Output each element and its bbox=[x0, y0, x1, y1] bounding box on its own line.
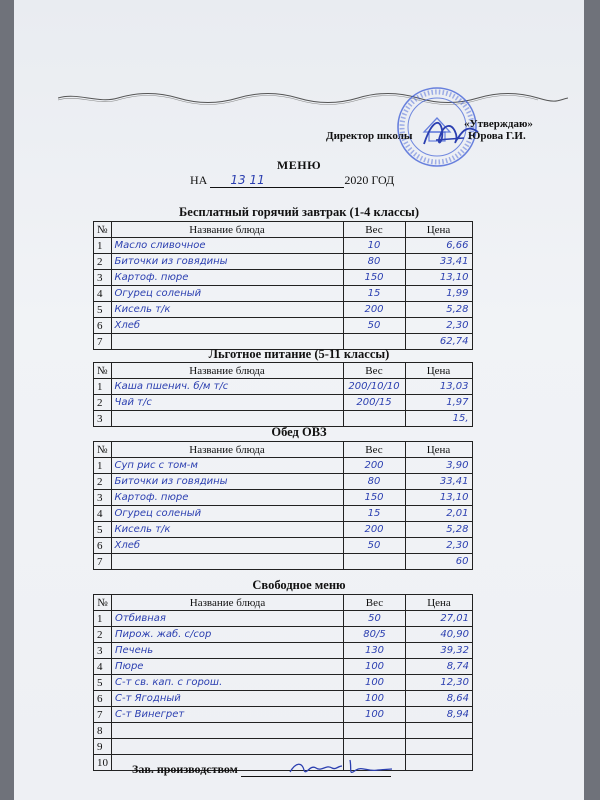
director-name: Юрова Г.И. bbox=[468, 130, 526, 142]
row-number: 3 bbox=[94, 270, 112, 286]
date-suffix: 2020 ГОД bbox=[344, 173, 395, 187]
table-row bbox=[94, 458, 473, 474]
dish-name: Хлеб bbox=[111, 318, 343, 334]
row-number: 6 bbox=[94, 318, 112, 334]
dish-price: 39,32 bbox=[406, 643, 473, 659]
dish-price: 3,90 bbox=[405, 458, 472, 474]
dish-name: С-т Винегрет bbox=[112, 707, 344, 723]
dish-name: Печень bbox=[112, 643, 344, 659]
dish-price: 13,10 bbox=[405, 490, 472, 506]
dish-price: 5,28 bbox=[405, 522, 472, 538]
col-header-name: Название блюда bbox=[111, 363, 343, 379]
row-number: 2 bbox=[94, 254, 112, 270]
dish-weight: 100 bbox=[344, 675, 406, 691]
row-number: 2 bbox=[94, 395, 112, 411]
row-number: 1 bbox=[94, 379, 112, 395]
menu-date bbox=[190, 173, 394, 188]
dish-weight: 150 bbox=[343, 490, 405, 506]
table-row bbox=[94, 395, 473, 411]
dish-weight: 80/5 bbox=[344, 627, 406, 643]
dish-weight: 200 bbox=[343, 458, 405, 474]
row-number: 7 bbox=[94, 554, 112, 570]
row-number: 8 bbox=[94, 723, 112, 739]
table-row bbox=[94, 627, 473, 643]
decorative-divider bbox=[58, 90, 568, 106]
row-number: 2 bbox=[94, 474, 112, 490]
dish-price: 2,30 bbox=[405, 538, 472, 554]
row-number: 9 bbox=[94, 739, 112, 755]
dish-name: Пирож. жаб. с/сор bbox=[112, 627, 344, 643]
menu-sheet bbox=[14, 0, 584, 800]
dish-price bbox=[406, 723, 473, 739]
dish-weight: 100 bbox=[344, 659, 406, 675]
dish-name: Биточки из говядины bbox=[111, 254, 343, 270]
dish-name: Суп рис с том-м bbox=[111, 458, 343, 474]
dish-name bbox=[112, 739, 344, 755]
dish-price: 1,99 bbox=[405, 286, 472, 302]
section-title-free: Свободное меню bbox=[252, 578, 346, 592]
dish-weight: 100 bbox=[344, 707, 406, 723]
dish-weight: 80 bbox=[343, 474, 405, 490]
dish-name bbox=[112, 723, 344, 739]
dish-price: 33,41 bbox=[405, 474, 472, 490]
dish-name: Биточки из говядины bbox=[111, 474, 343, 490]
row-number: 2 bbox=[94, 627, 112, 643]
table-row bbox=[94, 238, 473, 254]
dish-price bbox=[406, 755, 473, 771]
director-line bbox=[326, 130, 526, 142]
table-row bbox=[94, 675, 473, 691]
row-number: 4 bbox=[94, 506, 112, 522]
dish-name: С-т Ягодный bbox=[112, 691, 344, 707]
row-number: 10 bbox=[94, 755, 112, 771]
table-row bbox=[94, 707, 473, 723]
dish-price: 5,28 bbox=[405, 302, 472, 318]
dish-name: С-т св. кап. с горош. bbox=[112, 675, 344, 691]
dish-name: Огурец соленый bbox=[111, 286, 343, 302]
date-prefix: НА bbox=[190, 173, 208, 187]
col-header-weight: Вес bbox=[344, 595, 406, 611]
dish-name: Картоф. пюре bbox=[111, 490, 343, 506]
table-row bbox=[94, 302, 473, 318]
col-header-name: Название блюда bbox=[111, 222, 343, 238]
table-row bbox=[94, 723, 473, 739]
section-title-ovz: Обед ОВЗ bbox=[271, 425, 327, 439]
row-number: 3 bbox=[94, 411, 112, 427]
free-menu-table bbox=[93, 594, 473, 771]
col-header-name: Название блюда bbox=[111, 442, 343, 458]
col-header-num: № bbox=[94, 442, 112, 458]
col-header-price: Цена bbox=[405, 363, 472, 379]
dish-price: 13,10 bbox=[405, 270, 472, 286]
table-row bbox=[94, 286, 473, 302]
col-header-weight: Вес bbox=[343, 363, 405, 379]
col-header-weight: Вес bbox=[343, 222, 405, 238]
dish-name: Каша пшенич. б/м т/с bbox=[111, 379, 343, 395]
ovz-table bbox=[93, 441, 473, 570]
dish-price: 8,64 bbox=[406, 691, 473, 707]
dish-price: 12,30 bbox=[406, 675, 473, 691]
dish-price: 33,41 bbox=[405, 254, 472, 270]
dish-name: Хлеб bbox=[111, 538, 343, 554]
dish-weight: 50 bbox=[344, 611, 406, 627]
table-row bbox=[94, 611, 473, 627]
row-number: 6 bbox=[94, 691, 112, 707]
dish-name: Картоф. пюре bbox=[111, 270, 343, 286]
dish-name: Отбивная bbox=[112, 611, 344, 627]
table-row bbox=[94, 538, 473, 554]
col-header-price: Цена bbox=[405, 442, 472, 458]
dish-name: Пюре bbox=[112, 659, 344, 675]
col-header-weight: Вес bbox=[343, 442, 405, 458]
row-number: 5 bbox=[94, 675, 112, 691]
page-title: МЕНЮ bbox=[276, 158, 322, 172]
dish-weight: 200/15 bbox=[343, 395, 405, 411]
row-number: 5 bbox=[94, 302, 112, 318]
dish-price: 13,03 bbox=[405, 379, 472, 395]
dish-name: Огурец соленый bbox=[111, 506, 343, 522]
table-row bbox=[94, 270, 473, 286]
table-row bbox=[94, 691, 473, 707]
row-number: 6 bbox=[94, 538, 112, 554]
col-header-price: Цена bbox=[406, 595, 473, 611]
table-row bbox=[94, 490, 473, 506]
row-number: 3 bbox=[94, 490, 112, 506]
breakfast-table bbox=[93, 221, 473, 350]
col-header-num: № bbox=[94, 363, 112, 379]
dish-price: 1,97 bbox=[405, 395, 472, 411]
table-row bbox=[94, 522, 473, 538]
row-number: 7 bbox=[94, 334, 112, 350]
row-number: 5 bbox=[94, 522, 112, 538]
dish-price: 27,01 bbox=[406, 611, 473, 627]
dish-weight bbox=[343, 554, 405, 570]
dish-name: Кисель т/к bbox=[111, 522, 343, 538]
dish-weight: 100 bbox=[344, 691, 406, 707]
director-label: Директор школы bbox=[326, 130, 413, 142]
dish-weight: 10 bbox=[343, 238, 405, 254]
dish-weight: 200 bbox=[343, 522, 405, 538]
dish-name: Масло сливочное bbox=[111, 238, 343, 254]
table-row bbox=[94, 474, 473, 490]
date-value: 13 11 bbox=[210, 173, 344, 188]
benefit-table bbox=[93, 362, 473, 427]
dish-weight: 150 bbox=[343, 270, 405, 286]
table-row bbox=[94, 659, 473, 675]
dish-weight: 80 bbox=[343, 254, 405, 270]
dish-price: 2,01 bbox=[405, 506, 472, 522]
dish-weight: 50 bbox=[343, 538, 405, 554]
section-title-breakfast: Бесплатный горячий завтрак (1-4 классы) bbox=[179, 205, 419, 219]
table-row bbox=[94, 318, 473, 334]
row-number: 1 bbox=[94, 611, 112, 627]
dish-price: 15, bbox=[405, 411, 472, 427]
dish-name: Чай т/с bbox=[111, 395, 343, 411]
dish-weight: 15 bbox=[343, 506, 405, 522]
dish-price: 62,74 bbox=[405, 334, 472, 350]
row-number: 4 bbox=[94, 659, 112, 675]
table-row bbox=[94, 379, 473, 395]
col-header-price: Цена bbox=[405, 222, 472, 238]
row-number: 7 bbox=[94, 707, 112, 723]
dish-weight: 200/10/10 bbox=[343, 379, 405, 395]
dish-weight bbox=[344, 723, 406, 739]
table-row bbox=[94, 554, 473, 570]
col-header-num: № bbox=[94, 222, 112, 238]
approval-label: «Утверждаю» bbox=[464, 118, 533, 130]
dish-weight: 130 bbox=[344, 643, 406, 659]
col-header-name: Название блюда bbox=[112, 595, 344, 611]
row-number: 3 bbox=[94, 643, 112, 659]
dish-price: 6,66 bbox=[405, 238, 472, 254]
footer-label: Зав. производством bbox=[132, 762, 238, 776]
row-number: 1 bbox=[94, 458, 112, 474]
dish-price: 40,90 bbox=[406, 627, 473, 643]
col-header-num: № bbox=[94, 595, 112, 611]
manager-signature bbox=[286, 756, 396, 778]
row-number: 4 bbox=[94, 286, 112, 302]
dish-weight bbox=[344, 739, 406, 755]
section-title-benefit: Льготное питание (5-11 классы) bbox=[208, 347, 390, 361]
dish-price: 60 bbox=[405, 554, 472, 570]
table-row bbox=[94, 254, 473, 270]
dish-price: 8,74 bbox=[406, 659, 473, 675]
dish-weight: 50 bbox=[343, 318, 405, 334]
table-row bbox=[94, 643, 473, 659]
dish-name: Кисель т/к bbox=[111, 302, 343, 318]
dish-price: 2,30 bbox=[405, 318, 472, 334]
dish-price bbox=[406, 739, 473, 755]
table-row bbox=[94, 506, 473, 522]
table-row bbox=[94, 739, 473, 755]
dish-name bbox=[111, 554, 343, 570]
dish-price: 8,94 bbox=[406, 707, 473, 723]
row-number: 1 bbox=[94, 238, 112, 254]
dish-weight: 15 bbox=[343, 286, 405, 302]
dish-weight: 200 bbox=[343, 302, 405, 318]
